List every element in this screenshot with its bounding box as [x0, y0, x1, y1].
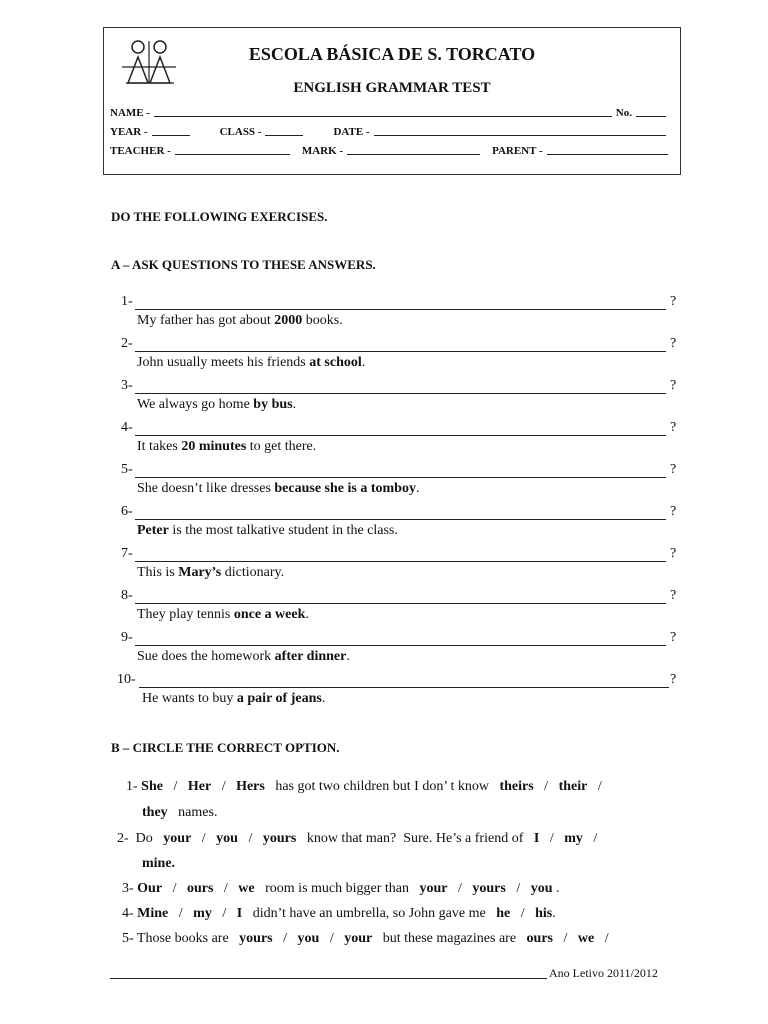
class-field[interactable] [265, 134, 303, 136]
year-row [110, 126, 670, 138]
test-title: ENGLISH GRAMMAR TEST [293, 80, 491, 96]
answer-line[interactable] [139, 687, 669, 688]
option-choice[interactable]: mine. [142, 856, 176, 871]
question-mark: ? [670, 378, 677, 393]
parent-label: PARENT - [492, 145, 543, 157]
question-mark: ? [670, 420, 677, 435]
date-field[interactable] [374, 134, 666, 136]
question-number: 1- [121, 294, 133, 309]
class-label: CLASS - [219, 126, 262, 138]
option-choice[interactable]: Hers [236, 779, 265, 794]
question-mark: ? [670, 588, 677, 603]
option-choice[interactable]: you [297, 931, 320, 946]
year-label: YEAR - [110, 126, 148, 138]
option-line: 5- Those books are yours / you / your but these magazines are ours / we / [122, 931, 609, 946]
option-choice[interactable]: you [530, 881, 553, 896]
question-mark: ? [670, 672, 677, 687]
option-choice[interactable]: theirs [499, 779, 534, 794]
footer-line [110, 978, 547, 979]
option-choice[interactable]: his [535, 906, 553, 921]
option-choice[interactable]: Her [187, 779, 212, 794]
given-answer: We always go home by bus. [137, 397, 297, 412]
answer-line[interactable] [135, 561, 666, 562]
question-number: 5- [121, 462, 133, 477]
number-field[interactable] [636, 115, 666, 117]
option-choice[interactable]: I [533, 831, 540, 846]
answer-line[interactable] [135, 477, 666, 478]
option-choice[interactable]: we [238, 881, 255, 896]
option-choice[interactable]: their [558, 779, 588, 794]
school-year: Ano Letivo 2011/2012 [549, 966, 658, 980]
option-choice[interactable]: ours [526, 931, 553, 946]
option-choice[interactable]: your [344, 931, 373, 946]
option-choice[interactable]: ours [186, 881, 214, 896]
option-line: 1- She / Her / Hers has got two children but I don’ t know theirs / their / [126, 779, 602, 794]
option-line [142, 856, 175, 872]
answer-line[interactable] [135, 645, 666, 646]
answer-line[interactable] [135, 393, 666, 394]
mark-field[interactable] [347, 153, 480, 155]
parent-field[interactable] [547, 153, 668, 155]
section-b-title: B – CIRCLE THE CORRECT OPTION. [111, 740, 340, 755]
question-mark: ? [670, 294, 677, 309]
option-choice[interactable]: my [193, 906, 212, 921]
given-answer: Sue does the homework after dinner. [137, 649, 350, 664]
answer-line[interactable] [135, 351, 666, 352]
section-a-title: A – ASK QUESTIONS TO THESE ANSWERS. [111, 257, 376, 272]
option-choice[interactable]: Our [137, 881, 163, 896]
given-answer: They play tennis once a week. [137, 607, 309, 622]
year-field[interactable] [152, 134, 190, 136]
question-mark: ? [670, 336, 677, 351]
option-line: 3- Our / ours / we room is much bigger than your / yours / you . [122, 881, 560, 896]
name-label: NAME - [110, 107, 151, 119]
option-choice[interactable]: my [564, 831, 583, 846]
question-number: 7- [121, 546, 133, 561]
question-number: 3- [121, 378, 133, 393]
teacher-label: TEACHER - [110, 145, 171, 157]
question-mark: ? [670, 504, 677, 519]
question-number: 8- [121, 588, 133, 603]
instructions: DO THE FOLLOWING EXERCISES. [111, 209, 328, 224]
question-number: 10- [117, 672, 136, 687]
question-mark: ? [670, 546, 677, 561]
option-choice[interactable]: I [236, 906, 243, 921]
date-label: DATE - [333, 126, 370, 138]
option-choice[interactable]: he [496, 906, 511, 921]
given-answer: It takes 20 minutes to get there. [137, 439, 317, 454]
mark-label: MARK - [301, 145, 344, 157]
option-line: 2- Do your / you / yours know that man? Sure. He’s a friend of I / my / [117, 831, 598, 846]
name-row [110, 107, 670, 119]
given-answer: She doesn’t like dresses because she is a tomboy. [137, 481, 420, 496]
school-name: ESCOLA BÁSICA DE S. TORCATO [248, 44, 536, 64]
option-choice[interactable]: they [142, 805, 168, 820]
number-label: No. [615, 107, 632, 119]
given-answer: My father has got about 2000 books. [137, 313, 343, 328]
answer-line[interactable] [135, 309, 666, 310]
option-line: 4- Mine / my / I didn’t have an umbrella, so John gave me he / his. [122, 906, 556, 921]
question-number: 6- [121, 504, 133, 519]
option-choice[interactable]: yours [239, 931, 273, 946]
option-choice[interactable]: your [163, 831, 192, 846]
question-number: 4- [121, 420, 133, 435]
teacher-field[interactable] [175, 153, 290, 155]
question-number: 2- [121, 336, 133, 351]
name-field[interactable] [154, 115, 612, 117]
option-choice[interactable]: your [419, 881, 448, 896]
answer-line[interactable] [135, 519, 666, 520]
given-answer: Peter is the most talkative student in the class. [137, 523, 398, 538]
option-choice[interactable]: She [141, 779, 163, 794]
given-answer: He wants to buy a pair of jeans. [142, 691, 326, 706]
option-choice[interactable]: yours [472, 881, 506, 896]
given-answer: This is Mary’s dictionary. [137, 565, 285, 580]
answer-line[interactable] [135, 603, 666, 604]
option-choice[interactable]: Mine [137, 906, 169, 921]
question-number: 9- [121, 630, 133, 645]
option-choice[interactable]: you [216, 831, 238, 846]
option-choice[interactable]: we [577, 931, 595, 946]
teacher-row [110, 145, 672, 157]
option-line: they names. [142, 805, 218, 820]
option-choice[interactable]: yours [262, 831, 297, 846]
given-answer: John usually meets his friends at school. [137, 355, 366, 370]
question-mark: ? [670, 462, 677, 477]
answer-line[interactable] [135, 435, 666, 436]
question-mark: ? [670, 630, 677, 645]
